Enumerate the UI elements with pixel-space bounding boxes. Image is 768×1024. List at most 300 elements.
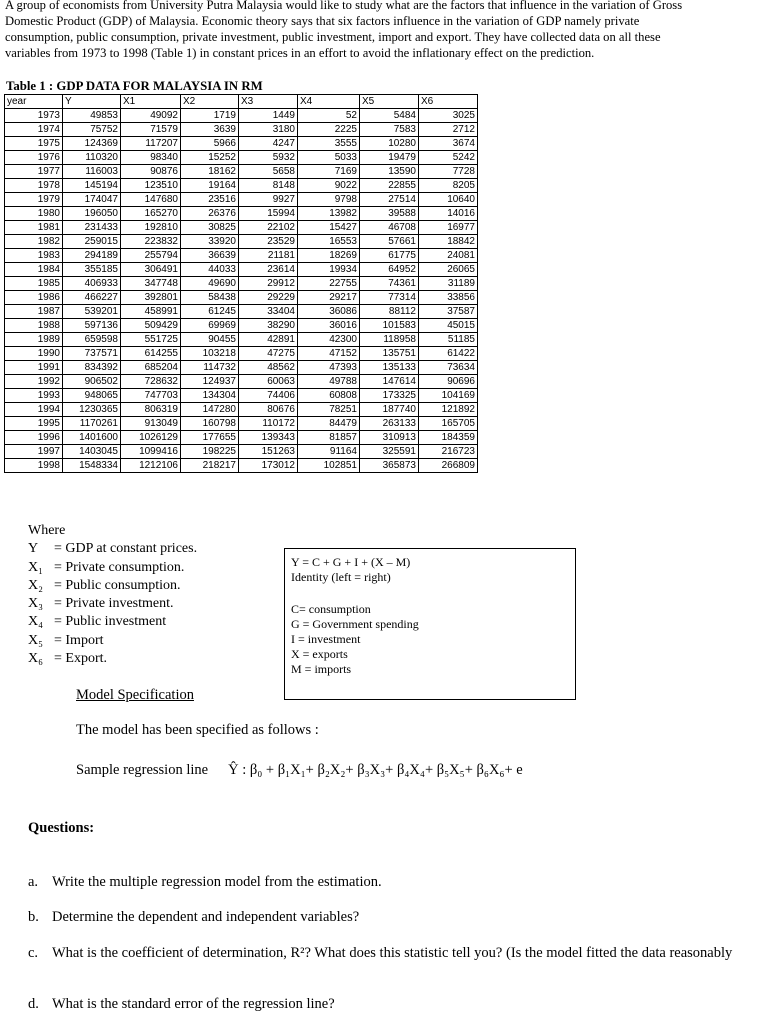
- table-row: [5, 375, 478, 389]
- question-letter: b.: [28, 909, 39, 925]
- question-letter: a.: [28, 874, 39, 890]
- table-cell: 347748: [121, 277, 181, 291]
- variable-symbol: X₂: [28, 577, 43, 593]
- table-row: [5, 137, 478, 151]
- table-cell: 216723: [419, 445, 478, 459]
- table-cell: 1994: [5, 403, 63, 417]
- question-text: Write the multiple regression model from the estimation.: [52, 874, 382, 890]
- table-cell: 1985: [5, 277, 63, 291]
- table-cell: 61422: [419, 347, 478, 361]
- table-cell: 5242: [419, 151, 478, 165]
- table-cell: 44033: [181, 263, 239, 277]
- table-cell: 18269: [298, 249, 360, 263]
- table-cell: 196050: [63, 207, 121, 221]
- table-cell: 98340: [121, 151, 181, 165]
- table-cell: 90876: [121, 165, 181, 179]
- table-cell: 135133: [360, 361, 419, 375]
- table-cell: 7169: [298, 165, 360, 179]
- table-cell: 116003: [63, 165, 121, 179]
- table-cell: 49092: [121, 109, 181, 123]
- table-row: [5, 319, 478, 333]
- table-cell: 5658: [239, 165, 298, 179]
- table-cell: 15252: [181, 151, 239, 165]
- table-cell: 91164: [298, 445, 360, 459]
- question-c: [28, 945, 732, 962]
- variable-symbol: Y: [28, 541, 39, 557]
- questions-heading: Questions:: [28, 820, 95, 836]
- table-cell: 184359: [419, 431, 478, 445]
- table-cell: 1026129: [121, 431, 181, 445]
- table-cell: 906502: [63, 375, 121, 389]
- table-cell: 147280: [181, 403, 239, 417]
- table-cell: 124937: [181, 375, 239, 389]
- table-cell: 1991: [5, 361, 63, 375]
- table-cell: 325591: [360, 445, 419, 459]
- table-cell: 13590: [360, 165, 419, 179]
- table-cell: 22102: [239, 221, 298, 235]
- table-cell: 42891: [239, 333, 298, 347]
- table-cell: 1993: [5, 389, 63, 403]
- table-cell: 58438: [181, 291, 239, 305]
- table-cell: 834392: [63, 361, 121, 375]
- table-cell: 9798: [298, 193, 360, 207]
- variable-definition: [28, 632, 197, 650]
- table-cell: 1996: [5, 431, 63, 445]
- column-header: X6: [419, 95, 478, 109]
- model-specification-heading: Model Specification: [76, 687, 194, 703]
- table-row: [5, 347, 478, 361]
- table-cell: 266809: [419, 459, 478, 473]
- identity-definition: I = investment: [291, 632, 361, 646]
- table-row: [5, 403, 478, 417]
- table-title: Table 1 : GDP DATA FOR MALAYSIA IN RM: [6, 79, 263, 93]
- table-cell: 33920: [181, 235, 239, 249]
- table-cell: 1986: [5, 291, 63, 305]
- table-cell: 198225: [181, 445, 239, 459]
- table-cell: 365873: [360, 459, 419, 473]
- table-cell: 101583: [360, 319, 419, 333]
- table-cell: 104169: [419, 389, 478, 403]
- table-cell: 123510: [121, 179, 181, 193]
- table-cell: 75752: [63, 123, 121, 137]
- table-cell: 5033: [298, 151, 360, 165]
- table-cell: 114732: [181, 361, 239, 375]
- variable-definition: [28, 559, 197, 577]
- table-cell: 15427: [298, 221, 360, 235]
- table-cell: 19479: [360, 151, 419, 165]
- column-header: X2: [181, 95, 239, 109]
- table-row: [5, 109, 478, 123]
- table-cell: 37587: [419, 305, 478, 319]
- variable-symbol: X₁: [28, 559, 43, 575]
- table-cell: 45015: [419, 319, 478, 333]
- table-cell: 22855: [360, 179, 419, 193]
- table-cell: 151263: [239, 445, 298, 459]
- table-cell: 9927: [239, 193, 298, 207]
- table-cell: 1170261: [63, 417, 121, 431]
- table-cell: 88112: [360, 305, 419, 319]
- table-cell: 60063: [239, 375, 298, 389]
- variable-meaning: = GDP at constant prices.: [54, 541, 198, 557]
- table-cell: 1975: [5, 137, 63, 151]
- table-cell: 223832: [121, 235, 181, 249]
- table-cell: 118958: [360, 333, 419, 347]
- table-cell: 22755: [298, 277, 360, 291]
- table-cell: 165705: [419, 417, 478, 431]
- table-cell: 5484: [360, 109, 419, 123]
- table-cell: 36639: [181, 249, 239, 263]
- table-cell: 1988: [5, 319, 63, 333]
- table-cell: 1992: [5, 375, 63, 389]
- table-cell: 3639: [181, 123, 239, 137]
- variable-definition: [28, 650, 197, 668]
- table-cell: 139343: [239, 431, 298, 445]
- table-row: [5, 263, 478, 277]
- table-cell: 110320: [63, 151, 121, 165]
- variable-definition: [28, 540, 197, 558]
- table-cell: 310913: [360, 431, 419, 445]
- table-cell: 124369: [63, 137, 121, 151]
- table-cell: 36086: [298, 305, 360, 319]
- table-cell: 173012: [239, 459, 298, 473]
- identity-label: Identity (left = right): [291, 570, 391, 584]
- table-cell: 1984: [5, 263, 63, 277]
- table-cell: 737571: [63, 347, 121, 361]
- table-cell: 29912: [239, 277, 298, 291]
- question-text: What is the coefficient of determination, R²? What does this statistic tell you? (Is the model fitted the data reasonably: [52, 945, 733, 961]
- table-cell: 47152: [298, 347, 360, 361]
- table-cell: 23614: [239, 263, 298, 277]
- table-cell: 2712: [419, 123, 478, 137]
- identity-box: [284, 548, 576, 700]
- table-cell: 147680: [121, 193, 181, 207]
- table-cell: 49690: [181, 277, 239, 291]
- question-b: [28, 909, 359, 926]
- variable-meaning: = Private investment.: [54, 596, 174, 612]
- table-cell: 1998: [5, 459, 63, 473]
- table-cell: 1990: [5, 347, 63, 361]
- column-header: Y: [63, 95, 121, 109]
- table-cell: 685204: [121, 361, 181, 375]
- question-text: What is the standard error of the regression line?: [52, 996, 335, 1012]
- table-row: [5, 333, 478, 347]
- table-cell: 14016: [419, 207, 478, 221]
- variable-symbol: X₃: [28, 596, 43, 612]
- table-cell: 597136: [63, 319, 121, 333]
- gdp-data-table: [4, 94, 478, 473]
- table-cell: 81857: [298, 431, 360, 445]
- question-letter: c.: [28, 945, 39, 961]
- column-header: year: [5, 95, 63, 109]
- table-cell: 406933: [63, 277, 121, 291]
- table-cell: 42300: [298, 333, 360, 347]
- question-a: [28, 874, 382, 891]
- table-cell: 948065: [63, 389, 121, 403]
- table-cell: 3180: [239, 123, 298, 137]
- table-cell: 177655: [181, 431, 239, 445]
- variable-meaning: = Public consumption.: [54, 577, 181, 593]
- table-cell: 33856: [419, 291, 478, 305]
- table-row: [5, 123, 478, 137]
- table-cell: 1995: [5, 417, 63, 431]
- table-row: [5, 361, 478, 375]
- variable-definition: [28, 577, 197, 595]
- table-cell: 1981: [5, 221, 63, 235]
- table-cell: 61775: [360, 249, 419, 263]
- table-cell: 49788: [298, 375, 360, 389]
- table-cell: 29229: [239, 291, 298, 305]
- table-cell: 31189: [419, 277, 478, 291]
- table-cell: 1973: [5, 109, 63, 123]
- table-cell: 33404: [239, 305, 298, 319]
- identity-equation: Y = C + G + I + (X – M): [291, 555, 411, 569]
- table-row: [5, 277, 478, 291]
- table-cell: 1974: [5, 123, 63, 137]
- table-cell: 174047: [63, 193, 121, 207]
- table-cell: 64952: [360, 263, 419, 277]
- table-cell: 16977: [419, 221, 478, 235]
- table-cell: 77314: [360, 291, 419, 305]
- column-header: X1: [121, 95, 181, 109]
- table-cell: 38290: [239, 319, 298, 333]
- table-row: [5, 417, 478, 431]
- where-heading: Where: [28, 523, 66, 538]
- intro-line: variables from 1973 to 1998 (Table 1) in constant prices in an effort to avoid the inflationary effect on the prediction.: [5, 46, 595, 60]
- table-cell: 1401600: [63, 431, 121, 445]
- table-cell: 117207: [121, 137, 181, 151]
- table-cell: 806319: [121, 403, 181, 417]
- table-cell: 73634: [419, 361, 478, 375]
- table-cell: 1099416: [121, 445, 181, 459]
- table-cell: 4247: [239, 137, 298, 151]
- variable-symbol: X₅: [28, 632, 43, 648]
- regression-equation-line: [76, 762, 523, 779]
- regression-label: Sample regression line: [76, 762, 209, 778]
- table-row: [5, 221, 478, 235]
- table-row: [5, 193, 478, 207]
- variable-definition: [28, 595, 197, 613]
- variable-meaning: = Public investment: [54, 614, 167, 630]
- table-cell: 23516: [181, 193, 239, 207]
- table-cell: 263133: [360, 417, 419, 431]
- table-cell: 187740: [360, 403, 419, 417]
- table-cell: 218217: [181, 459, 239, 473]
- table-cell: 110172: [239, 417, 298, 431]
- table-cell: 90455: [181, 333, 239, 347]
- table-row: [5, 389, 478, 403]
- table-cell: 29217: [298, 291, 360, 305]
- table-cell: 5932: [239, 151, 298, 165]
- question-letter: d.: [28, 996, 39, 1012]
- model-specification-text: The model has been specified as follows :: [76, 722, 319, 738]
- table-cell: 255794: [121, 249, 181, 263]
- column-header: X4: [298, 95, 360, 109]
- intro-line: Domestic Product (GDP) of Malaysia. Economic theory says that six factors influence in the variation of GDP namely private: [5, 14, 640, 28]
- table-cell: 614255: [121, 347, 181, 361]
- table-cell: 259015: [63, 235, 121, 249]
- table-cell: 49853: [63, 109, 121, 123]
- table-cell: 21181: [239, 249, 298, 263]
- identity-definition: G = Government spending: [291, 617, 419, 631]
- table-cell: 13982: [298, 207, 360, 221]
- table-cell: 747703: [121, 389, 181, 403]
- table-cell: 10640: [419, 193, 478, 207]
- table-cell: 46708: [360, 221, 419, 235]
- variable-meaning: = Export.: [54, 651, 107, 667]
- table-cell: 51185: [419, 333, 478, 347]
- table-cell: 231433: [63, 221, 121, 235]
- table-cell: 69969: [181, 319, 239, 333]
- variable-symbol: X₄: [28, 614, 43, 630]
- table-cell: 1989: [5, 333, 63, 347]
- table-cell: 5966: [181, 137, 239, 151]
- table-cell: 539201: [63, 305, 121, 319]
- table-cell: 18162: [181, 165, 239, 179]
- table-header-row: [5, 95, 478, 109]
- table-cell: 1977: [5, 165, 63, 179]
- table-body: [5, 109, 478, 473]
- identity-definition: C= consumption: [291, 602, 371, 616]
- table-cell: 84479: [298, 417, 360, 431]
- question-text: Determine the dependent and independent variables?: [52, 909, 360, 925]
- intro-paragraph: [5, 0, 768, 61]
- table-cell: 74361: [360, 277, 419, 291]
- variable-definitions: [28, 522, 197, 668]
- table-cell: 2225: [298, 123, 360, 137]
- table-cell: 1449: [239, 109, 298, 123]
- table-cell: 1982: [5, 235, 63, 249]
- table-cell: 1987: [5, 305, 63, 319]
- table-cell: 135751: [360, 347, 419, 361]
- table-cell: 659598: [63, 333, 121, 347]
- table-cell: 165270: [121, 207, 181, 221]
- table-cell: 26065: [419, 263, 478, 277]
- table-cell: 24081: [419, 249, 478, 263]
- intro-line: consumption, public consumption, private investment, public investment, import and export. They have collected data on all these: [5, 30, 661, 44]
- table-cell: 39588: [360, 207, 419, 221]
- table-cell: 913049: [121, 417, 181, 431]
- table-cell: 3025: [419, 109, 478, 123]
- table-cell: 78251: [298, 403, 360, 417]
- table-cell: 121892: [419, 403, 478, 417]
- identity-definition: X = exports: [291, 647, 348, 661]
- column-header: X5: [360, 95, 419, 109]
- table-row: [5, 249, 478, 263]
- table-row: [5, 305, 478, 319]
- table-row: [5, 235, 478, 249]
- table-cell: 147614: [360, 375, 419, 389]
- table-cell: 90696: [419, 375, 478, 389]
- table-cell: 466227: [63, 291, 121, 305]
- table-cell: 23529: [239, 235, 298, 249]
- table-cell: 160798: [181, 417, 239, 431]
- table-cell: 306491: [121, 263, 181, 277]
- table-cell: 52: [298, 109, 360, 123]
- table-cell: 26376: [181, 207, 239, 221]
- table-cell: 19164: [181, 179, 239, 193]
- table-row: [5, 179, 478, 193]
- intro-line: A group of economists from University Putra Malaysia would like to study what are the factors that influence in the variation of Gross: [5, 0, 683, 12]
- table-cell: 134304: [181, 389, 239, 403]
- table-cell: 458991: [121, 305, 181, 319]
- table-row: [5, 431, 478, 445]
- table-cell: 15994: [239, 207, 298, 221]
- table-row: [5, 445, 478, 459]
- table-cell: 8148: [239, 179, 298, 193]
- table-cell: 36016: [298, 319, 360, 333]
- table-cell: 60808: [298, 389, 360, 403]
- table-cell: 1403045: [63, 445, 121, 459]
- variable-meaning: = Private consumption.: [54, 559, 185, 575]
- table-cell: 551725: [121, 333, 181, 347]
- regression-equation: Ŷ : β₀ + β₁X₁+ β₂X₂+ β₃X₃+ β₄X₄+ β₅X₅+ β₆X₆+ e: [228, 762, 523, 778]
- table-cell: 728632: [121, 375, 181, 389]
- table-cell: 192810: [121, 221, 181, 235]
- table-cell: 1979: [5, 193, 63, 207]
- table-cell: 1976: [5, 151, 63, 165]
- table-cell: 27514: [360, 193, 419, 207]
- table-cell: 145194: [63, 179, 121, 193]
- table-cell: 71579: [121, 123, 181, 137]
- table-cell: 8205: [419, 179, 478, 193]
- table-cell: 355185: [63, 263, 121, 277]
- table-row: [5, 151, 478, 165]
- variable-definition: [28, 613, 197, 631]
- table-cell: 1980: [5, 207, 63, 221]
- table-row: [5, 459, 478, 473]
- table-cell: 7583: [360, 123, 419, 137]
- table-cell: 74406: [239, 389, 298, 403]
- table-row: [5, 207, 478, 221]
- table-cell: 1997: [5, 445, 63, 459]
- variable-symbol: X₆: [28, 651, 43, 667]
- table-cell: 47393: [298, 361, 360, 375]
- table-cell: 19934: [298, 263, 360, 277]
- table-cell: 1719: [181, 109, 239, 123]
- variable-meaning: = Import: [54, 632, 104, 648]
- table-cell: 48562: [239, 361, 298, 375]
- table-cell: 7728: [419, 165, 478, 179]
- table-cell: 103218: [181, 347, 239, 361]
- table-cell: 509429: [121, 319, 181, 333]
- table-cell: 30825: [181, 221, 239, 235]
- table-cell: 80676: [239, 403, 298, 417]
- table-cell: 9022: [298, 179, 360, 193]
- table-cell: 57661: [360, 235, 419, 249]
- table-cell: 47275: [239, 347, 298, 361]
- table-cell: 10280: [360, 137, 419, 151]
- column-header: X3: [239, 95, 298, 109]
- table-row: [5, 165, 478, 179]
- table-cell: 392801: [121, 291, 181, 305]
- table-cell: 18842: [419, 235, 478, 249]
- table-row: [5, 291, 478, 305]
- table-cell: 3674: [419, 137, 478, 151]
- table-cell: 61245: [181, 305, 239, 319]
- table-cell: 1212106: [121, 459, 181, 473]
- table-cell: 1978: [5, 179, 63, 193]
- table-cell: 1230365: [63, 403, 121, 417]
- table-cell: 102851: [298, 459, 360, 473]
- question-d: [28, 996, 335, 1013]
- table-cell: 173325: [360, 389, 419, 403]
- table-cell: 1983: [5, 249, 63, 263]
- table-cell: 3555: [298, 137, 360, 151]
- table-cell: 16553: [298, 235, 360, 249]
- identity-definition: M = imports: [291, 662, 352, 676]
- table-cell: 294189: [63, 249, 121, 263]
- table-cell: 1548334: [63, 459, 121, 473]
